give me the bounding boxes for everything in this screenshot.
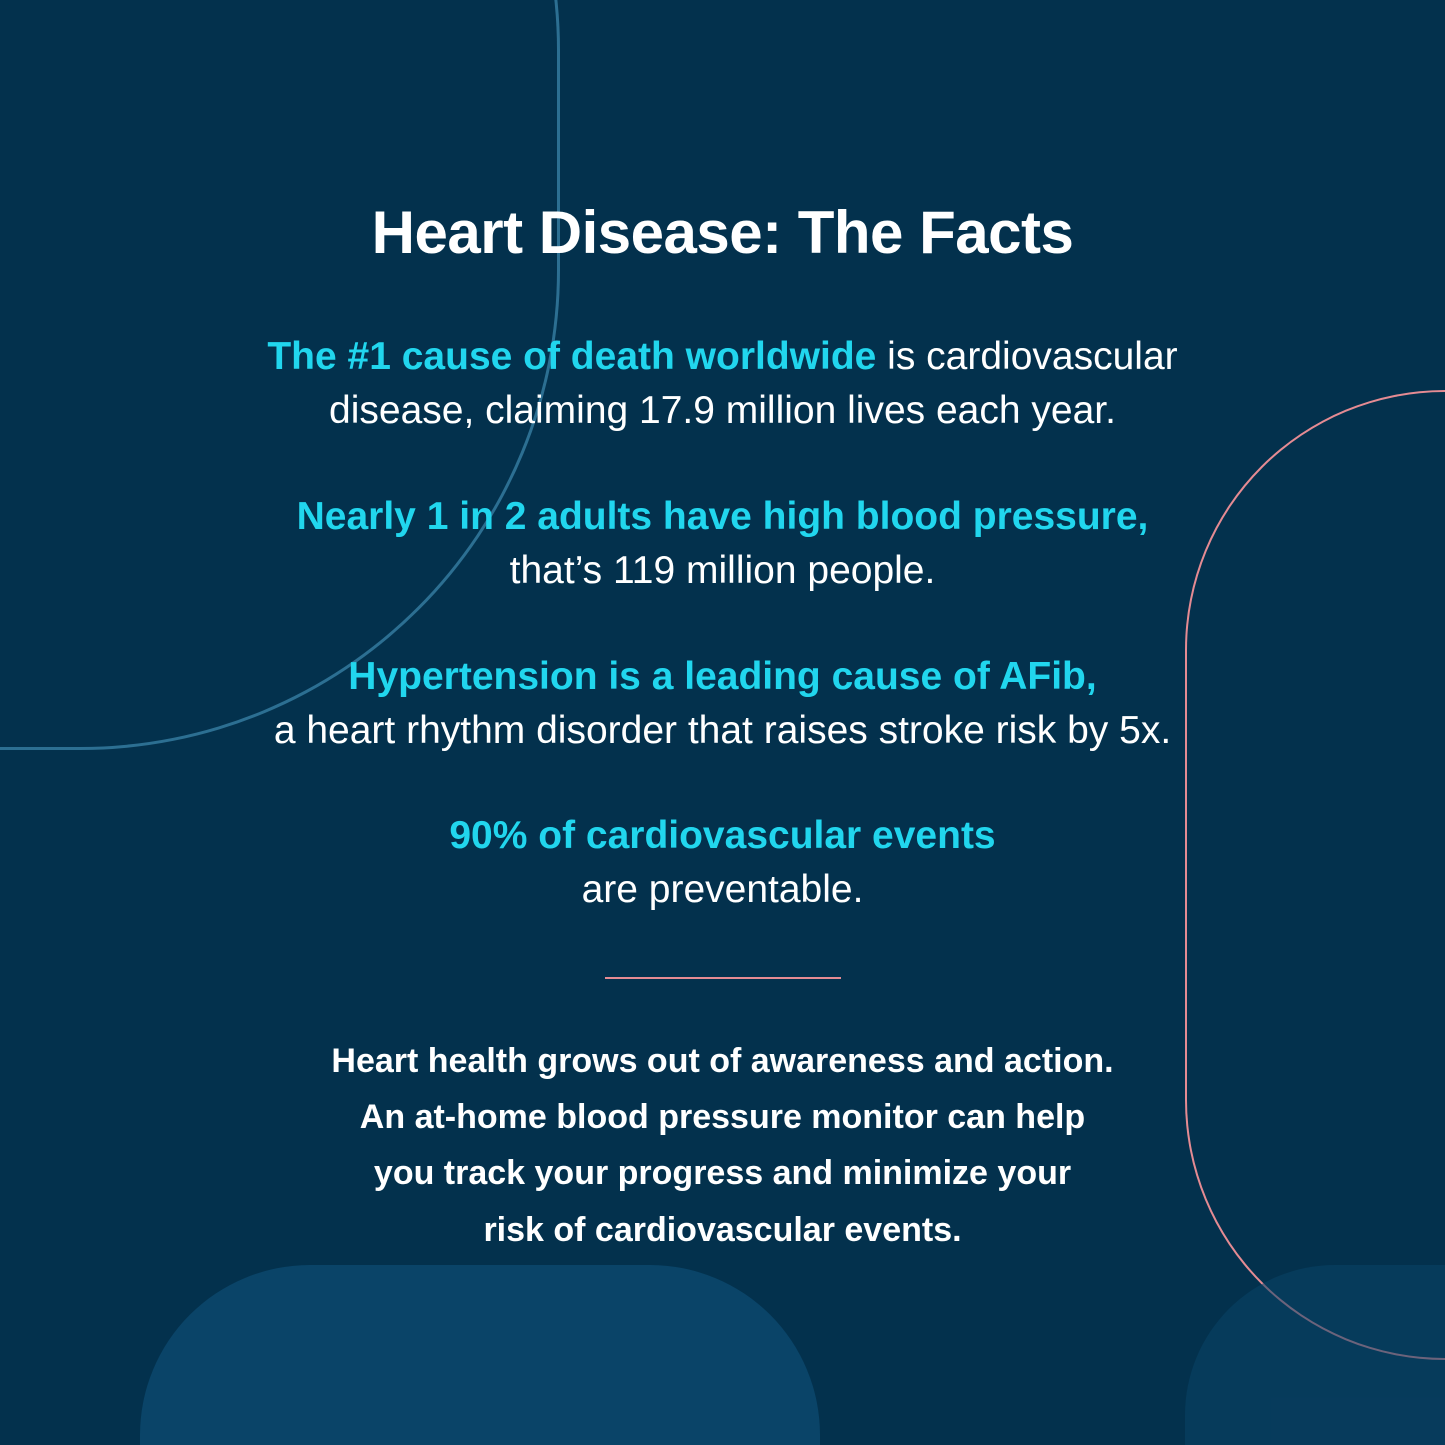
fact-2-line-2: that’s 119 million people.	[509, 548, 936, 592]
fact-item-1	[120, 332, 1325, 436]
closing-line-3: you track your progress and minimize your	[373, 1154, 1072, 1193]
fact-1-line-2: disease, claiming 17.9 million lives each year.	[329, 388, 1116, 432]
fact-item-2	[120, 492, 1325, 596]
closing-line-1: Heart health grows out of awareness and action.	[331, 1042, 1114, 1081]
fact-3-line-2: a heart rhythm disorder that raises stroke risk by 5x.	[273, 708, 1172, 752]
fact-3-highlight: Hypertension is a leading cause of AFib,	[348, 654, 1097, 698]
page-title: Heart Disease: The Facts	[371, 199, 1074, 266]
closing-line-4: risk of cardiovascular events.	[483, 1210, 962, 1249]
fact-item-3	[120, 652, 1325, 756]
fact-4-highlight: 90% of cardiovascular events	[449, 814, 996, 858]
fact-4-line-2: are preventable.	[581, 868, 864, 912]
closing-statement	[120, 1033, 1325, 1257]
fact-1-highlight: The #1 cause of death worldwide	[267, 335, 877, 378]
fact-item-4	[120, 811, 1325, 915]
closing-line-2: An at-home blood pressure monitor can help	[359, 1098, 1086, 1137]
fact-2-highlight: Nearly 1 in 2 adults have high blood pressure,	[296, 494, 1149, 538]
section-divider	[605, 977, 841, 979]
fact-1-continuation: is cardiovascular	[876, 335, 1178, 378]
